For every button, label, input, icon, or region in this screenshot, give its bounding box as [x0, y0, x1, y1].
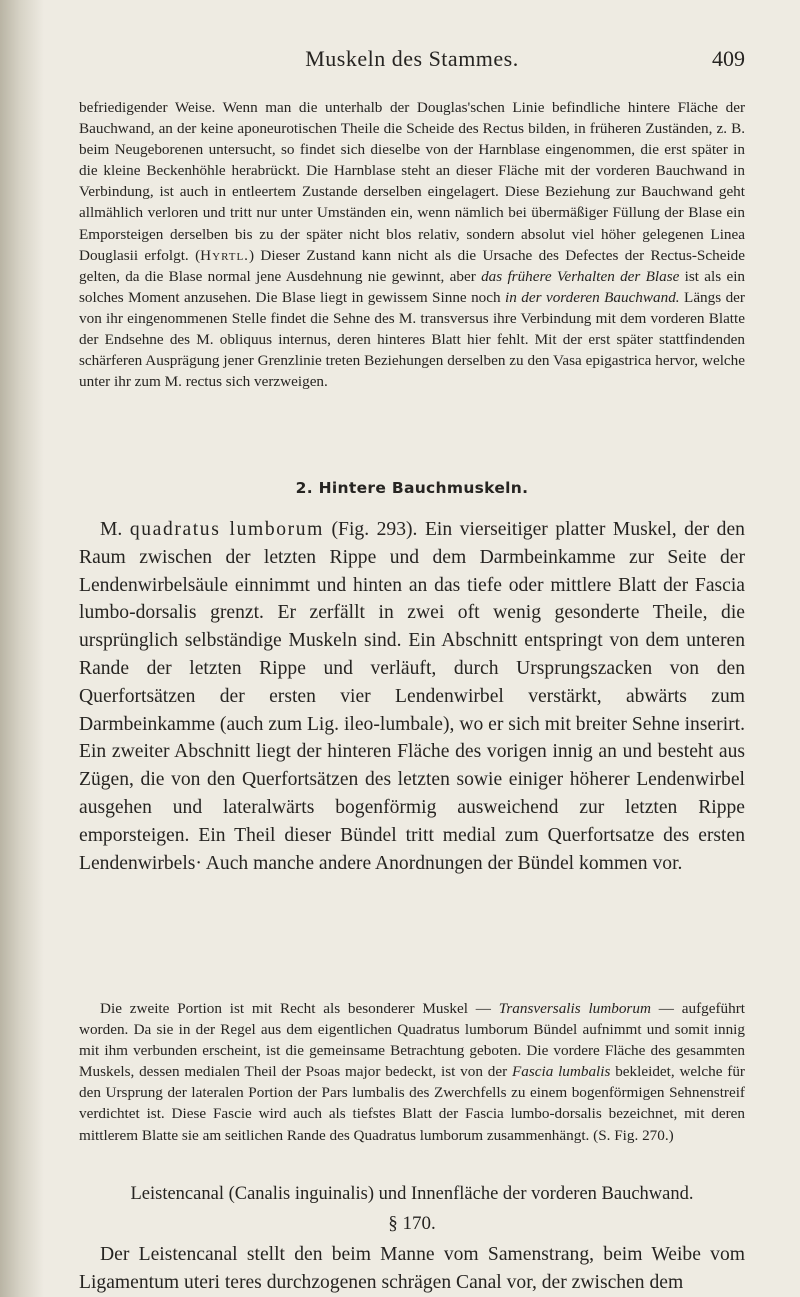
- page-number: 409: [712, 46, 745, 71]
- running-title: Muskeln des Stammes.: [305, 46, 519, 71]
- text-run: ) Dieser Zustand kann nicht als die Ursache des Defectes der Rectus-Scheide gelten, da die Blase normal jene Ausdehnung nie gewinnt, aber: [79, 246, 746, 285]
- binding-shadow: [0, 0, 44, 1297]
- paragraph-second-portion: [79, 998, 745, 1146]
- paragraph-bladder: [79, 97, 745, 392]
- text-run: (Fig. 293). Ein vierseitiger platter Muskel, der den Raum zwischen der letzten Rippe und dem Darmbeinkamme zur Seite der Lendenwirbelsäule einnimmt und hinten an das tiefe oder mittlere Blatt der Fascia lumbo-dorsalis grenzt. Er zerfällt in zwei oft wenig gesonderte Theile, die ursprünglich selbständige Muskeln sind. Ein Abschnitt entspringt von dem unteren Rande der letzten Rippe und verläuft, durch Ursprungszacken von den Querfortsätzen der ersten vier Lendenwirbel verstärkt, abwärts zum Darmbeinkamme (auch zum Lig. ileo-lumbale), wo er sich mit breiter Sehne inserirt. Ein zweiter Abschnitt liegt der hinteren Fläche des vorigen innig an und besteht aus Zügen, die von den Querfortsätzen des letzten sowie einiger höherer Lendenwirbel ausgehen und lateralwärts bogenförmig ausweichend zur letzten Rippe emporsteigen. Ein Theil dieser Bündel tritt medial zum Querfortsatze des ersten Lendenwirbels· Auch manche andere Anordnungen der Bündel kommen vor.: [79, 519, 745, 874]
- text-run: M.: [100, 519, 130, 540]
- running-header: [79, 46, 745, 76]
- text-run: ist als ein solches Moment anzusehen. Die Blase liegt in gewissem Sinne noch: [79, 267, 746, 306]
- paragraph-inguinal-canal: Der Leistencanal stellt den beim Manne vom Samenstrang, beim Weibe vom Ligamentum uteri teres durchzogenen schrägen Canal vor, der zwischen dem: [79, 1244, 745, 1293]
- emphasis-text: Transversalis lumborum: [498, 1000, 651, 1017]
- author-citation: Hyrtl.: [200, 246, 249, 264]
- text-run: bekleidet, welche für den Ursprung der lateralen Portion der Pars lumbalis des Zwerchfells zu einem bogenförmigen Sehnenstreif verdichtet ist. Diese Fascie wird auch als tiefstes Blatt der Fascia lumbo-dorsalis bezeichnet, mit deren mittlerem Blatte sie am seitlichen Rande des Quadratus lumborum zusammenhängt. (S. Fig. 270.): [79, 1063, 745, 1144]
- muscle-name: quadratus lumborum: [129, 519, 324, 540]
- text-run: — aufgeführt worden. Da sie in der Regel aus dem eigentlichen Quadratus lumborum Bündel aufnimmt und somit innig mit ihm verbunden erscheint, ist die gemeinsame Betrachtung geboten. Die vordere Fläche des gesammten Muskels, dessen medialen Theil der Psoas major bedeckt, ist von der: [79, 1000, 745, 1081]
- emphasis-text: in der vorderen Bauchwand.: [505, 288, 680, 306]
- text-run: befriedigender Weise. Wenn man die unterhalb der Douglas'schen Linie befindliche hintere Fläche der Bauchwand, an der keine aponeurotischen Theile die Scheide des Rectus bilden, in früheren Zuständen, z. B. beim Neugeborenen untersucht, so findet sich dieselbe von der Harnblase eingenommen, die erst später in die kleine Beckenhöhle herabrückt. Die Harnblase steht an dieser Fläche mit der vorderen Bauchwand in Verbindung, ist auch in entleertem Zustande derselben eingelagert. Diese Beziehung zur Bauchwand geht allmählich verloren und tritt nur unter Umständen ein, wenn nämlich bei übermäßiger Füllung der Blase ein Emporsteigen derselben bis zu der später nicht blos relativ, sondern absolut viel höher gelegenen Linea Douglasii erfolgt. (: [79, 99, 745, 264]
- section-heading: 2. Hintere Bauchmuskeln.: [295, 479, 529, 497]
- emphasis-text: das frühere Verhalten der Blase: [481, 267, 680, 285]
- text-run: Längs der von ihr eingenommenen Stelle findet die Sehne des M. transversus ihre Verbindung mit dem vorderen Blatte der Endsehne des M. obliquus internus, deren hinteres Blatt hier fehlt. Mit der erst später stattfindenden schärferen Ausprägung jener Grenzlinie treten Beziehungen derselben zu den Vasa epigastrica hervor, welche unter ihr zum M. rectus sich verzweigen.: [79, 288, 745, 391]
- section-number: § 170.: [388, 1213, 436, 1234]
- text-run: Die zweite Portion ist mit Recht als besonderer Muskel —: [100, 1000, 499, 1017]
- paragraph-quadratus-lumborum: [79, 516, 745, 877]
- subsection-title: Leistencanal (Canalis inguinalis) und Innenfläche der vorderen Bauchwand.: [130, 1184, 694, 1204]
- emphasis-text: Fascia lumbalis: [511, 1063, 611, 1081]
